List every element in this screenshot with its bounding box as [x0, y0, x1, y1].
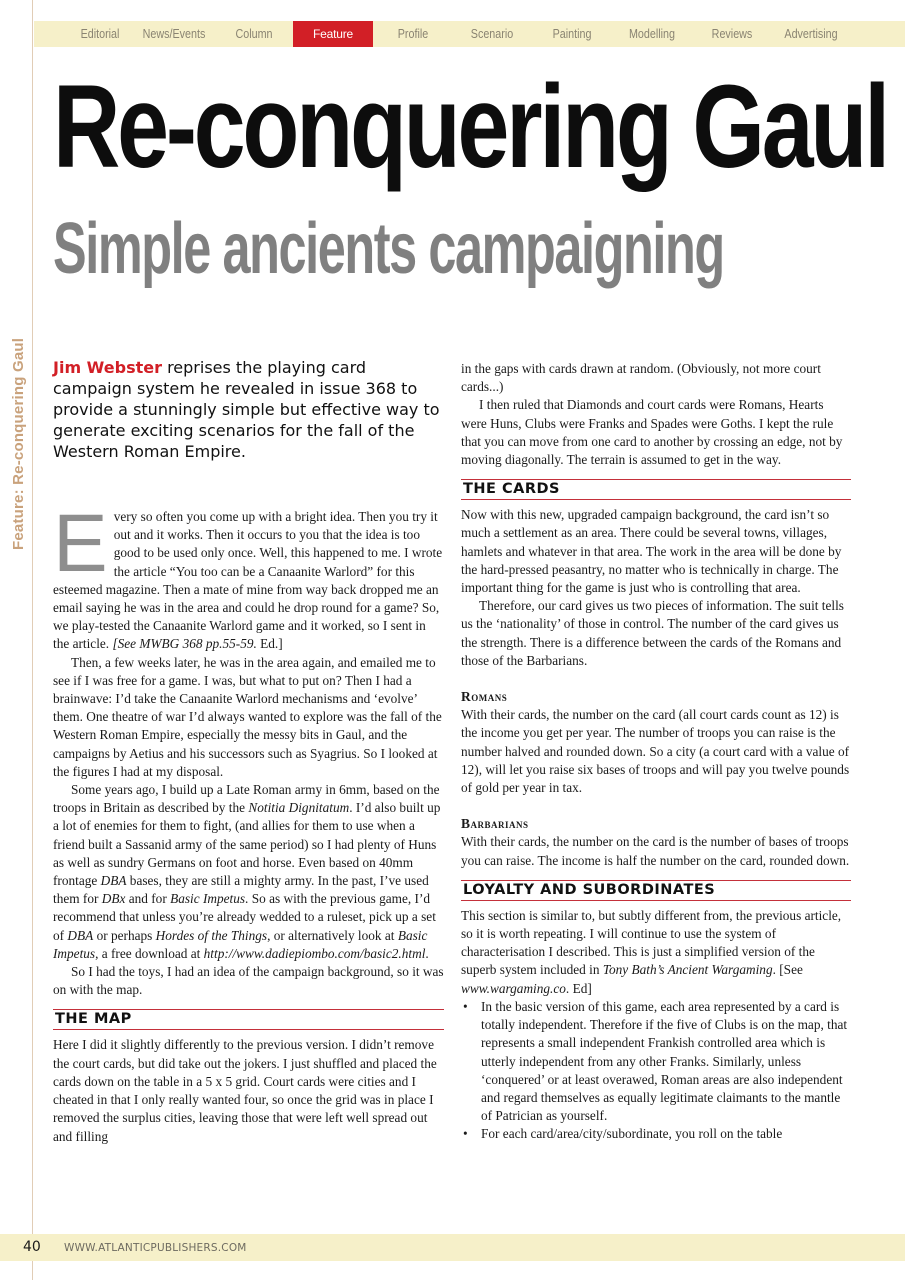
right-column [461, 360, 851, 1144]
intro-text: reprises the playing card campaign system he revealed in issue 368 to provide a stunningly simple but effective way to generate exciting scenarios for the fall of the Western Roman Empire. [53, 358, 440, 461]
italic-title: Hordes of the Things [155, 927, 268, 943]
section-heading-map: THE MAP [53, 1009, 444, 1030]
subheading-barbarians: Barbarians [461, 816, 529, 832]
paragraph-text: very so often you come up with a bright idea. Then you try it out and it works. Then it occurs to you that the idea is too good to be used only once. Well, this happened to me. I wrote the article “You too can be a Canaanite Warlord” for this esteemed magazine. Then a mate of mine from way back dropped me an email saying he was in the area and could he drop round for a game? So, we play-tested the Canaanite Warlord game and it worked, so I sent in the article. [53, 509, 443, 652]
nav-item-feature[interactable]: Feature [293, 21, 373, 47]
bullet-list [461, 998, 851, 1144]
drop-cap: E [53, 498, 108, 589]
nav-item-modelling[interactable]: Modelling [628, 27, 676, 41]
reference-link[interactable]: www.wargaming.co [461, 980, 566, 996]
nav-item-editorial[interactable]: Editorial [80, 27, 120, 41]
section-nav [34, 21, 905, 47]
italic-title: DBA [67, 927, 94, 943]
section-heading-cards: THE CARDS [461, 479, 851, 500]
nav-item-advertising[interactable]: Advertising [784, 27, 838, 41]
side-section-label: Feature: Re-conquering Gaul [10, 337, 27, 550]
article-paragraph: in the gaps with cards drawn at random. (Obviously, not more court cards...) [461, 361, 821, 395]
nav-item-news-events[interactable]: News/Events [142, 27, 206, 41]
nav-item-scenario[interactable]: Scenario [470, 27, 514, 41]
page-number: 40 [23, 1239, 41, 1255]
italic-title: Basic Impetus [53, 927, 428, 961]
footer-url[interactable]: WWW.ATLANTICPUBLISHERS.COM [64, 1242, 247, 1254]
article-paragraph: Here I did it slightly differently to the previous version. I didn’t remove the court cards, but did take out the jokers. I just shuffled and placed the cards down on the table in a 5 x 5 grid. Court cards were cities and I cheated in that I only really wanted four, so once the grid was in place I removed the surplus cities, leaving those that were left well spread out and filling [53, 1037, 437, 1144]
italic-title: Tony Bath’s Ancient Wargaming [602, 962, 773, 978]
italic-title: DBA [100, 873, 127, 889]
subheading-romans: Romans [461, 689, 508, 705]
article-paragraph: This section is similar to, but subtly different from, the previous article, so it is worth repeating. I will continue to use the system of characterisation I described. This is just a simplified version of the superb system included in Tony Bath’s Ancient Wargaming. [See www.wargaming.co. Ed] [461, 907, 842, 996]
editor-note-end: Ed.] [256, 636, 283, 652]
article-paragraph: Some years ago, I build up a Late Roman army in 6mm, based on the troops in Britain as described by the Notitia Dignitatum. I’d also built up a lot of enemies for them to fight, (and allies for them to use when a friend built a Sassanid army of the same period) so I had plenty of Huns as well as sundry Germans on foot and horse. Even based on 40mm frontage DBA bases, they are still a mighty army. In the past, I’ve used them for DBx and for Basic Impetus. So as with the previous game, I’d recommend that unless you’re already wedded to a ruleset, pick up a set of DBA or perhaps Hordes of the Things, or alternatively look at Basic Impetus, a free download at http://www.dadiepiombo.com/basic2.html. [53, 782, 441, 961]
article-paragraph: Therefore, our card gives us two pieces of information. The suit tells us the ‘nationality’ of those in control. The number of the card gives us the strength. There is a difference between the cards of the Romans and those of the Barbarians. [461, 598, 844, 668]
editor-note: [See MWBG 368 pp.55-59. [112, 636, 257, 652]
margin-rule [32, 0, 33, 1280]
page-subtitle: Simple ancients campaigning [53, 209, 724, 289]
article-paragraph: With their cards, the number on the card (all court cards count as 12) is the income you get per year. The number of troops you can raise is the number halved and rounded down. So a city (a court card with a value of 12), will let you raise six bases of troops and will pay you twelve pounds of gold per year in tax. [461, 707, 850, 796]
download-link[interactable]: http://www.dadiepiombo.com/basic2.html [203, 945, 426, 961]
article-paragraph: So I had the toys, I had an idea of the campaign background, so it was on with the map. [53, 964, 444, 998]
nav-item-column[interactable]: Column [235, 27, 273, 41]
italic-title: Basic Impetus [170, 891, 246, 907]
page-title: Re-conquering Gaul [53, 61, 887, 193]
author-name: Jim Webster [53, 358, 162, 377]
nav-item-profile[interactable]: Profile [397, 27, 429, 41]
nav-item-reviews[interactable]: Reviews [711, 27, 753, 41]
article-paragraph: Then, a few weeks later, he was in the area again, and emailed me to see if I was free for a game. I was, but what to put on? Then I had a brainwave: I’d take the Canaanite Warlord mechanisms and ‘evolve’ them. One theatre of war I’d always wanted to explore was the fall of the Western Roman Empire, especially the messy bits in Gaul, and the campaigns by Aetius and his successors such as Syagrius. So I looked at the figures I had at my disposal. [53, 654, 442, 779]
left-column [53, 498, 444, 1146]
list-item: • In the basic version of this game, each area represented by a card is totally independent. Therefore if the five of Clubs is on the map, that represents a small independent Frankish controlled area which is utterly independent from any other Franks. Similarly, unless ‘conquered’ or at least overawed, Roman areas are also independent and regard themselves as equally legitimate claimants to the mantle of Patrician as yourself. [461, 998, 851, 1125]
list-item: • For each card/area/city/subordinate, you roll on the table [461, 1125, 851, 1143]
article-paragraph [53, 498, 444, 654]
intro-standfirst [53, 357, 445, 462]
italic-title: DBx [101, 891, 126, 907]
italic-title: Notitia Dignitatum [248, 800, 350, 816]
nav-item-painting[interactable]: Painting [552, 27, 592, 41]
article-paragraph: I then ruled that Diamonds and court cards were Romans, Hearts were Huns, Clubs were Franks and Spades were Goths. I kept the rule that you can move from one card to another by crossing an edge, not by moving diagonally. The terrain is assumed to get in the way. [461, 397, 843, 468]
section-heading-loyalty: LOYALTY AND SUBORDINATES [461, 880, 851, 901]
article-paragraph: Now with this new, upgraded campaign background, the card isn’t so much a settlement as an area. There could be several towns, villages, hamlets and whatever in that area. The work in the area will be done by the hard-pressed peasantry, no matter who is technically in charge. The important thing for the game is just who is controlling that area. [461, 507, 842, 596]
article-paragraph: With their cards, the number on the card is the number of bases of troops you can raise. The income is half the number on the card, rounded down. [461, 834, 850, 868]
